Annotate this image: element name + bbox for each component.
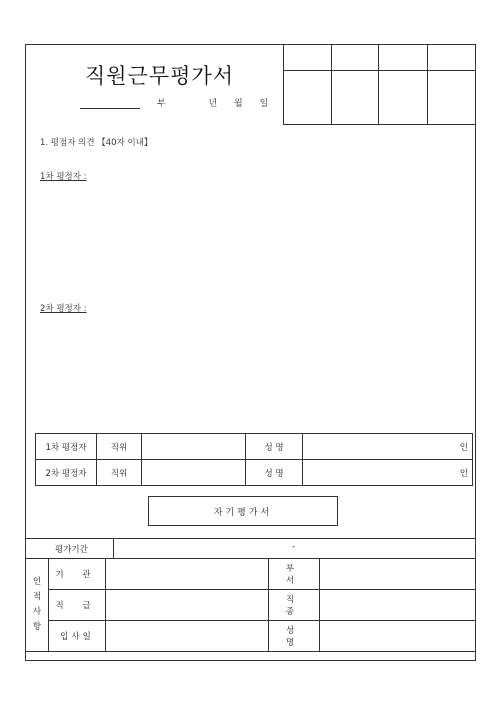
org-label: 기 관	[49, 559, 106, 590]
seal-cell[interactable]: 인	[303, 460, 473, 486]
dept-underline	[80, 108, 140, 109]
stamp-cell	[379, 71, 427, 125]
job-type-label: 직 종	[269, 590, 320, 621]
period-label: 평가기간	[55, 545, 88, 555]
job-type-value[interactable]	[320, 590, 476, 621]
personal-info-side-label: 인 적 사 항	[26, 559, 49, 652]
role-cell: 1차 평정자	[36, 434, 97, 460]
period-divider	[113, 538, 114, 558]
name-label: 성 명	[246, 434, 303, 460]
position-label: 직위	[97, 460, 142, 486]
seal-cell[interactable]: 인	[303, 434, 473, 460]
day-label: 일	[259, 99, 269, 109]
role-cell: 2차 평정자	[36, 460, 97, 486]
position-value[interactable]	[142, 434, 246, 460]
year-label: 년	[208, 99, 218, 109]
stamp-cell	[332, 45, 379, 71]
stamp-cell	[427, 71, 475, 125]
table-row	[26, 621, 476, 652]
period-row	[25, 538, 476, 558]
hire-date-label: 입사일	[49, 621, 106, 652]
stamp-cell	[284, 71, 332, 125]
personal-info-table	[25, 558, 476, 652]
evaluator-table	[35, 433, 473, 486]
org-value[interactable]	[106, 559, 269, 590]
approval-stamp-table	[283, 44, 476, 125]
self-evaluation-title: 자기평가서	[148, 496, 338, 526]
dept-value[interactable]	[320, 559, 476, 590]
first-evaluator-label: 1차 평정자 :	[40, 172, 87, 182]
month-label: 월	[234, 99, 243, 109]
dept-label: 부	[156, 99, 166, 109]
document-title: 직원근무평가서	[85, 64, 235, 88]
stamp-cell	[427, 45, 475, 71]
section1-heading: 1. 평점자 의견 【40자 이내】	[40, 138, 153, 148]
table-row	[26, 559, 476, 590]
stamp-cell	[379, 45, 427, 71]
stamp-cell	[332, 71, 379, 125]
second-evaluator-label: 2차 평정자 :	[40, 304, 87, 314]
table-row	[36, 460, 473, 486]
position-label: 직위	[97, 434, 142, 460]
grade-label: 직 급	[49, 590, 106, 621]
name-value[interactable]	[320, 621, 476, 652]
table-row	[36, 434, 473, 460]
grade-value[interactable]	[106, 590, 269, 621]
position-value[interactable]	[142, 460, 246, 486]
period-separator: -	[292, 542, 296, 552]
table-row	[26, 590, 476, 621]
dept-date-line	[80, 96, 268, 109]
name-label: 성 명	[246, 460, 303, 486]
hire-date-value[interactable]	[106, 621, 269, 652]
name-field-label: 성 명	[269, 621, 320, 652]
stamp-cell	[284, 45, 332, 71]
dept-field-label: 부 서	[269, 559, 320, 590]
